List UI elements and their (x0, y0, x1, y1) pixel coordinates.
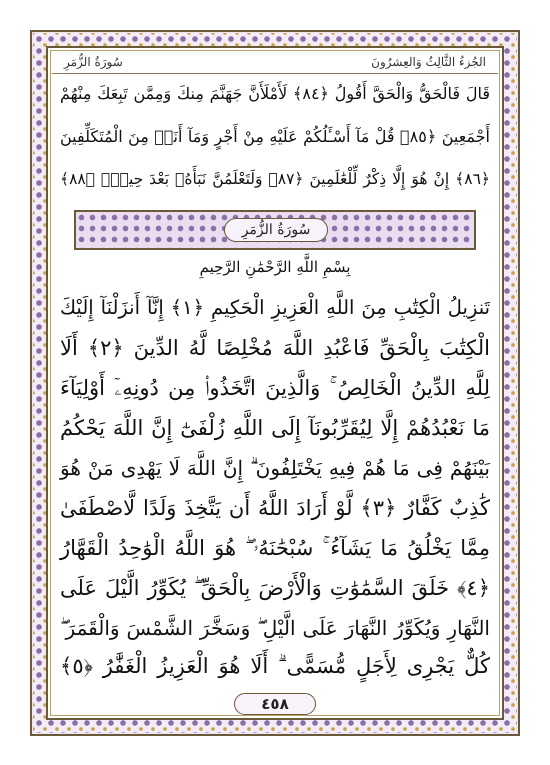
verse-line: بَيْنَهُمْ فِى مَا هُمْ فِيهِ يَخْتَلِفُونَ ۗ إِنَّ اللَّهَ لَا يَهْدِى مَنْ هُوَ (60, 456, 490, 480)
verse-line: ﴿٨٦﴾ إِنْ هُوَ إِلَّا ذِكْرٌ لِّلْعَٰلَمِينَ ﴿٨٧﴾ وَلَتَعْلَمُنَّ نَبَأَهُۥ بَعْدَ حِينٍۭ ﴿٨٨﴾ (60, 170, 490, 188)
verse-line: مِمَّا يَخْلُقُ مَا يَشَآءُ ۚ سُبْحَٰنَهُۥ ۖ هُوَ اللَّهُ الْوَٰحِدُ الْقَهَّارُ (60, 536, 490, 560)
page-header (52, 52, 498, 74)
verse-line: قَالَ فَالْحَقُّ وَالْحَقَّ أَقُولُ ﴿٨٤﴾ لَأَمْلَأَنَّ جَهَنَّمَ مِنكَ وَمِمَّن تَبِعَكَ مِنْهُمْ (60, 84, 490, 103)
surah-header-label: سُورَةُ الزُّمَرِ (64, 55, 123, 69)
verse-line: كُلٌّ يَجْرِى لِأَجَلٍ مُّسَمًّى ۗ أَلَا هُوَ الْعَزِيزُ الْغَفَّٰرُ ﴿٥﴾ (60, 654, 490, 678)
verse-line: مَا نَعْبُدُهُمْ إِلَّا لِيُقَرِّبُونَآ إِلَى اللَّهِ زُلْفَىٰٓ إِنَّ اللَّهَ يَحْكُمُ (60, 416, 490, 440)
verse-line: تَنزِيلُ الْكِتَٰبِ مِنَ اللَّهِ الْعَزِيزِ الْحَكِيمِ ﴿١﴾ إِنَّآ أَنزَلْنَآ إِلَيْكَ (60, 296, 491, 319)
verse-line: كَٰذِبٌ كَفَّارٌ ﴿٣﴾ لَّوْ أَرَادَ اللَّهُ أَن يَتَّخِذَ وَلَدًا لَّاصْطَفَىٰ (60, 496, 491, 520)
page-number: ٤٥٨ (261, 695, 289, 713)
basmala: بِسْمِ اللَّهِ الرَّحْمَٰنِ الرَّحِيمِ (199, 258, 351, 276)
juz-label: الجُزءُ الثَّالِثُ وَالعِشرُونَ (371, 55, 486, 69)
verse-line: لِلَّهِ الدِّينُ الْخَالِصُ ۚ وَالَّذِينَ اتَّخَذُوا۟ مِن دُونِهِۦٓ أَوْلِيَآءَ (60, 376, 490, 400)
verse-line: أَجْمَعِينَ ﴿٨٥﴾ قُلْ مَآ أَسْـَٔلُكُمْ عَلَيْهِ مِنْ أَجْرٍ وَمَآ أَنَا۠ مِنَ الْمُتَكَلِّفِينَ (60, 127, 491, 146)
verse-line: النَّهَارِ وَيُكَوِّرُ النَّهَارَ عَلَى الَّيْلِ ۖ وَسَخَّرَ الشَّمْسَ وَالْقَمَرَ ۖ (60, 616, 490, 640)
surah-title-plate (224, 218, 328, 242)
surah-title-banner (74, 210, 476, 250)
page-number-box (234, 693, 316, 715)
verse-line: ﴿٤﴾ خَلَقَ السَّمَٰوَٰتِ وَالْأَرْضَ بِالْحَقِّ ۖ يُكَوِّرُ الَّيْلَ عَلَى (60, 576, 490, 600)
surah-title: سُورَةُ الزُّمَرِ (241, 222, 311, 238)
verse-line: الْكِتَٰبَ بِالْحَقِّ فَاعْبُدِ اللَّهَ مُخْلِصًا لَّهُ الدِّينَ ﴿٢﴾ أَلَا (60, 336, 490, 360)
